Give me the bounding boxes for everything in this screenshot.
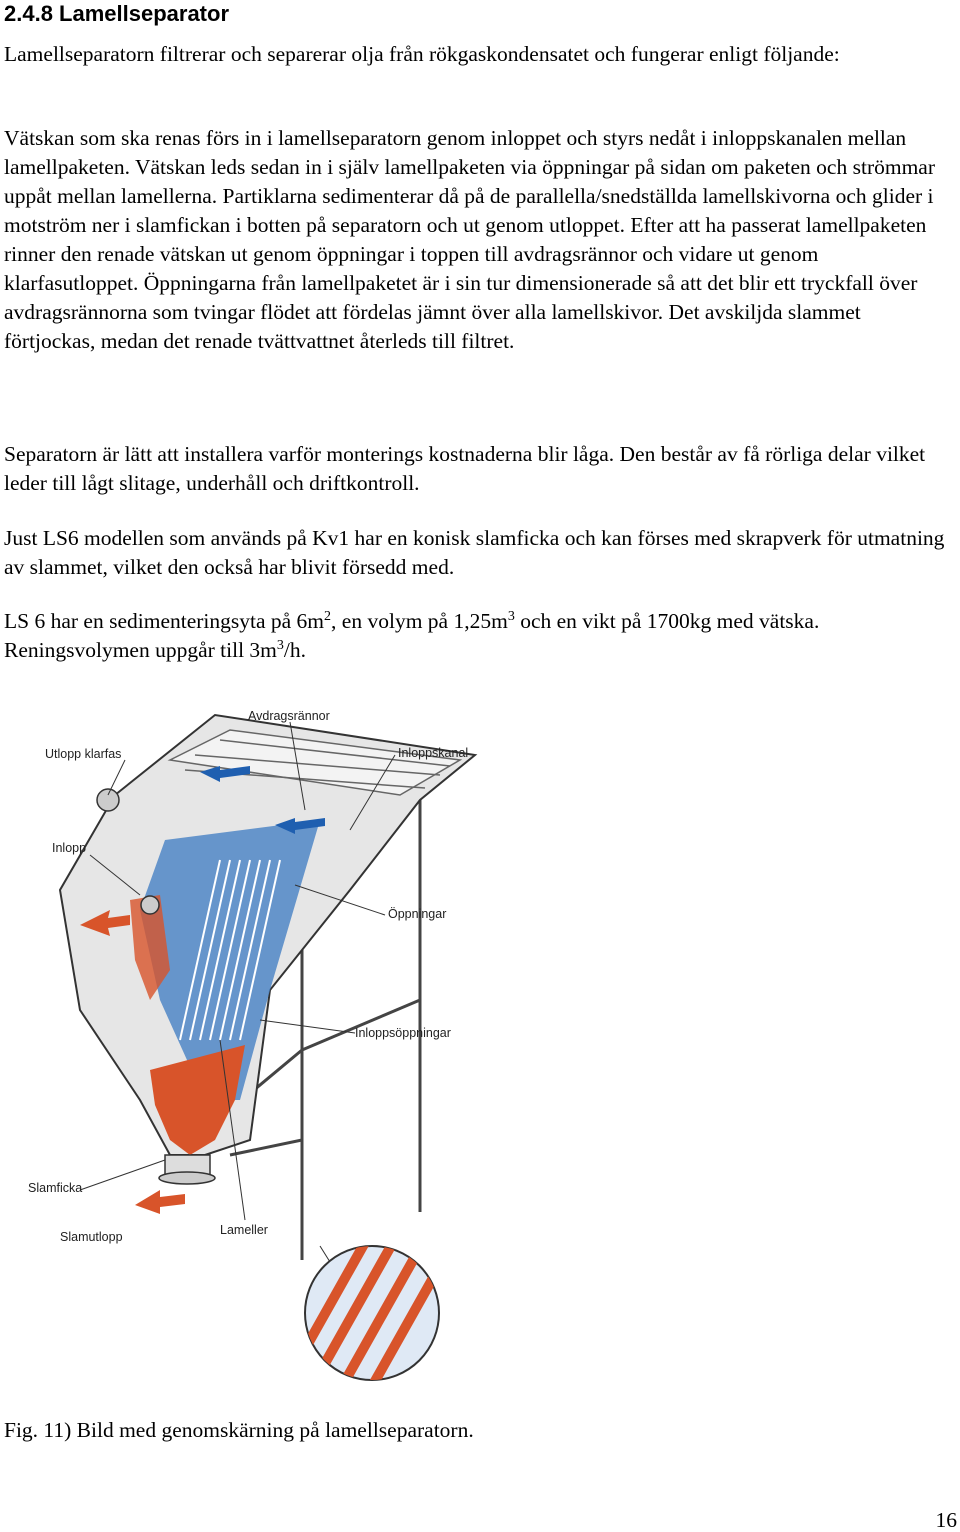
label-slamutlopp: Slamutlopp xyxy=(60,1230,123,1244)
label-oppningar: Öppningar xyxy=(388,907,447,921)
label-inloppskanal: Inloppskanal xyxy=(398,746,469,760)
paragraph-intro: Lamellseparatorn filtrerar och separerar olja från rökgaskondensatet och fungerar enligt följande: xyxy=(4,42,840,66)
label-inloppsoppningar: Inloppsöppningar xyxy=(355,1026,451,1040)
lamella-detail-magnifier xyxy=(282,1230,460,1390)
specs-text-a: LS 6 har en sedimenteringsyta på 6m xyxy=(4,609,325,633)
paragraph-process: Vätskan som ska renas förs in i lamellseparatorn genom inloppet och styrs nedåt i inloppskanalen mellan lamellpaketen. Vätskan leds sedan in i själv lamellpaketen via öppningar på sidan om paketen och strömmar uppåt mellan lamellerna. Partiklarna sedimenterar då på de parallella/snedställda lamellskivorna och glider i motström ner i slamfickan i botten på separatorn och ut genom utloppet. Efter att ha passerat lamellpaketen rinner den renade vätskan ut genom öppningar i toppen till avdragsrännor och vidare ut genom klarfasutloppet. Öppningarna från lamellpaketet är i sin tur dimensionerade så att det blir ett tryckfall över avdragsrännorna som tvingar flödet att fördelas jämnt över alla lamellskivor. Det avskiljda slammet förtjockas, medan det renade tvättvattnet återleds till filtret. xyxy=(4,126,935,353)
label-avdragsrannor: Avdragsrännor xyxy=(248,709,330,723)
separator-cutaway-figure xyxy=(20,700,480,1390)
sludge-outlet-pipe xyxy=(159,1155,215,1184)
specs-text-b: , en volym på 1,25m xyxy=(331,609,508,633)
label-slamficka: Slamficka xyxy=(28,1181,83,1195)
specs-text-d: /h. xyxy=(283,638,307,662)
specs-text-c: och en vikt på 1700kg med vätska. Reningsvolymen uppgår till 3m xyxy=(4,609,820,662)
section-heading: 2.4.8 Lamellseparator xyxy=(4,1,230,26)
specs-sup-2: 3 xyxy=(507,608,515,624)
paragraph-specs xyxy=(4,607,949,665)
clear-phase-outlet-flange xyxy=(97,789,119,811)
paragraph-ls6-model: Just LS6 modellen som används på Kv1 har en konisk slamficka och kan förses med skrapverk för utmatning av slammet, vilket den också har blivit försedd med. xyxy=(4,526,945,579)
figure-caption: Fig. 11) Bild med genomskärning på lamellseparatorn. xyxy=(4,1418,474,1442)
label-inlopp: Inlopp xyxy=(52,841,87,855)
inlet-flange xyxy=(141,896,159,914)
label-utlopp-klarfas: Utlopp klarfas xyxy=(45,747,122,761)
specs-sup-3: 3 xyxy=(276,637,284,653)
page-number: 16 xyxy=(935,1508,957,1532)
label-lameller: Lameller xyxy=(220,1223,268,1237)
separator-illustration xyxy=(20,700,480,1390)
paragraph-installation: Separatorn är lätt att installera varför monterings kostnaderna blir låga. Den består av få rörliga delar vilket leder till lågt slitage, underhåll och driftkontroll. xyxy=(4,442,926,495)
specs-sup-1: 2 xyxy=(324,608,332,624)
